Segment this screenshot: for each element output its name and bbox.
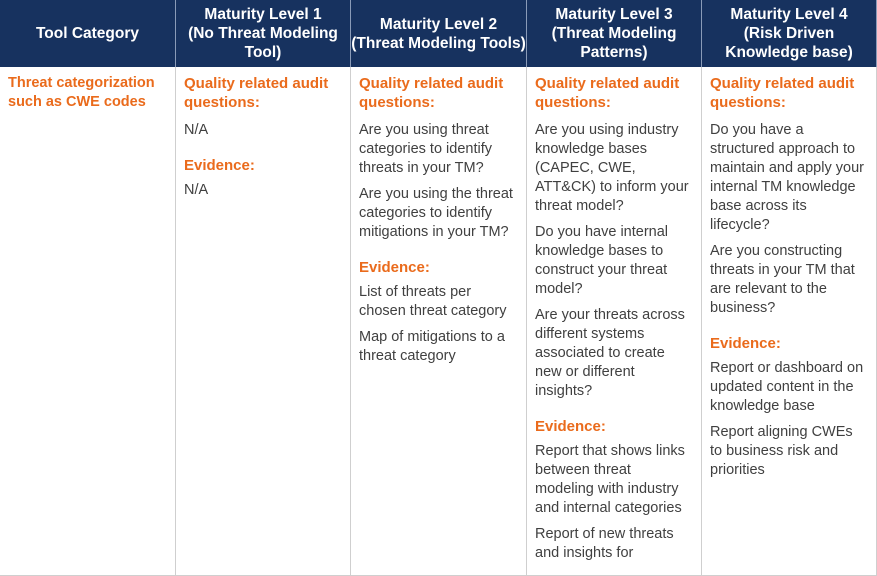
header-title: Maturity Level 4 (730, 6, 848, 23)
evidence-heading: Evidence: (184, 157, 255, 174)
question-text: Are you using threat categories to identify threats in your TM? (359, 122, 492, 176)
category-label: Threat categorization such as CWE codes (8, 75, 155, 110)
evidence-heading: Evidence: (710, 335, 781, 352)
header-title: Maturity Level 2 (379, 15, 498, 33)
questions-heading: Quality related audit questions: (710, 75, 855, 111)
evidence-text: N/A (184, 182, 209, 198)
question-text: Are you using industry knowledge bases (CAPEC, CWE, ATT&CK) to inform your threat model? (535, 122, 689, 214)
level-4-cell (702, 67, 877, 576)
evidence-text: Report of new threats and insights for (535, 526, 674, 561)
question-text: Are you constructing threats in your TM that are relevant to the business? (710, 243, 855, 316)
header-subtitle: (No Threat Modeling Tool) (188, 25, 338, 61)
header-tool-category (0, 0, 176, 67)
evidence-heading: Evidence: (359, 259, 430, 276)
evidence-text: Report or dashboard on updated content in the knowledge base (710, 360, 864, 414)
evidence-text: Report that shows links between threat modeling with industry and internal categories (535, 443, 685, 516)
evidence-text: Report aligning CWEs to business risk and priorities (710, 424, 853, 478)
header-title: Maturity Level 3 (555, 6, 673, 23)
level-2-cell (351, 67, 527, 576)
header-subtitle: (Risk Driven Knowledge base) (725, 25, 853, 61)
questions-heading: Quality related audit questions: (359, 75, 504, 111)
header-title: Maturity Level 1 (204, 6, 322, 23)
evidence-text: Map of mitigations to a threat category (359, 329, 505, 364)
question-text: Are you using the threat categories to identify mitigations in your TM? (359, 186, 513, 240)
evidence-heading: Evidence: (535, 418, 606, 435)
header-maturity-level-4 (702, 0, 877, 67)
question-text: Do you have internal knowledge bases to construct your threat model? (535, 224, 668, 297)
header-maturity-level-1 (176, 0, 351, 67)
evidence-text: List of threats per chosen threat category (359, 284, 507, 319)
questions-heading: Quality related audit questions: (535, 75, 680, 111)
questions-heading: Quality related audit questions: (184, 75, 329, 111)
question-text: Are your threats across different systems associated to create new or different insights? (535, 307, 685, 399)
level-1-cell (176, 67, 351, 576)
header-maturity-level-3 (527, 0, 702, 67)
header-subtitle: (Threat Modeling Tools) (351, 34, 526, 52)
category-cell (0, 67, 176, 576)
header-maturity-level-2 (351, 0, 527, 67)
level-3-cell (527, 67, 702, 576)
question-text: N/A (184, 122, 209, 138)
question-text: Do you have a structured approach to maintain and apply your internal TM knowledge base across its lifecycle? (710, 122, 864, 233)
header-title: Tool Category (35, 25, 140, 42)
header-subtitle: (Threat Modeling Patterns) (551, 25, 677, 61)
